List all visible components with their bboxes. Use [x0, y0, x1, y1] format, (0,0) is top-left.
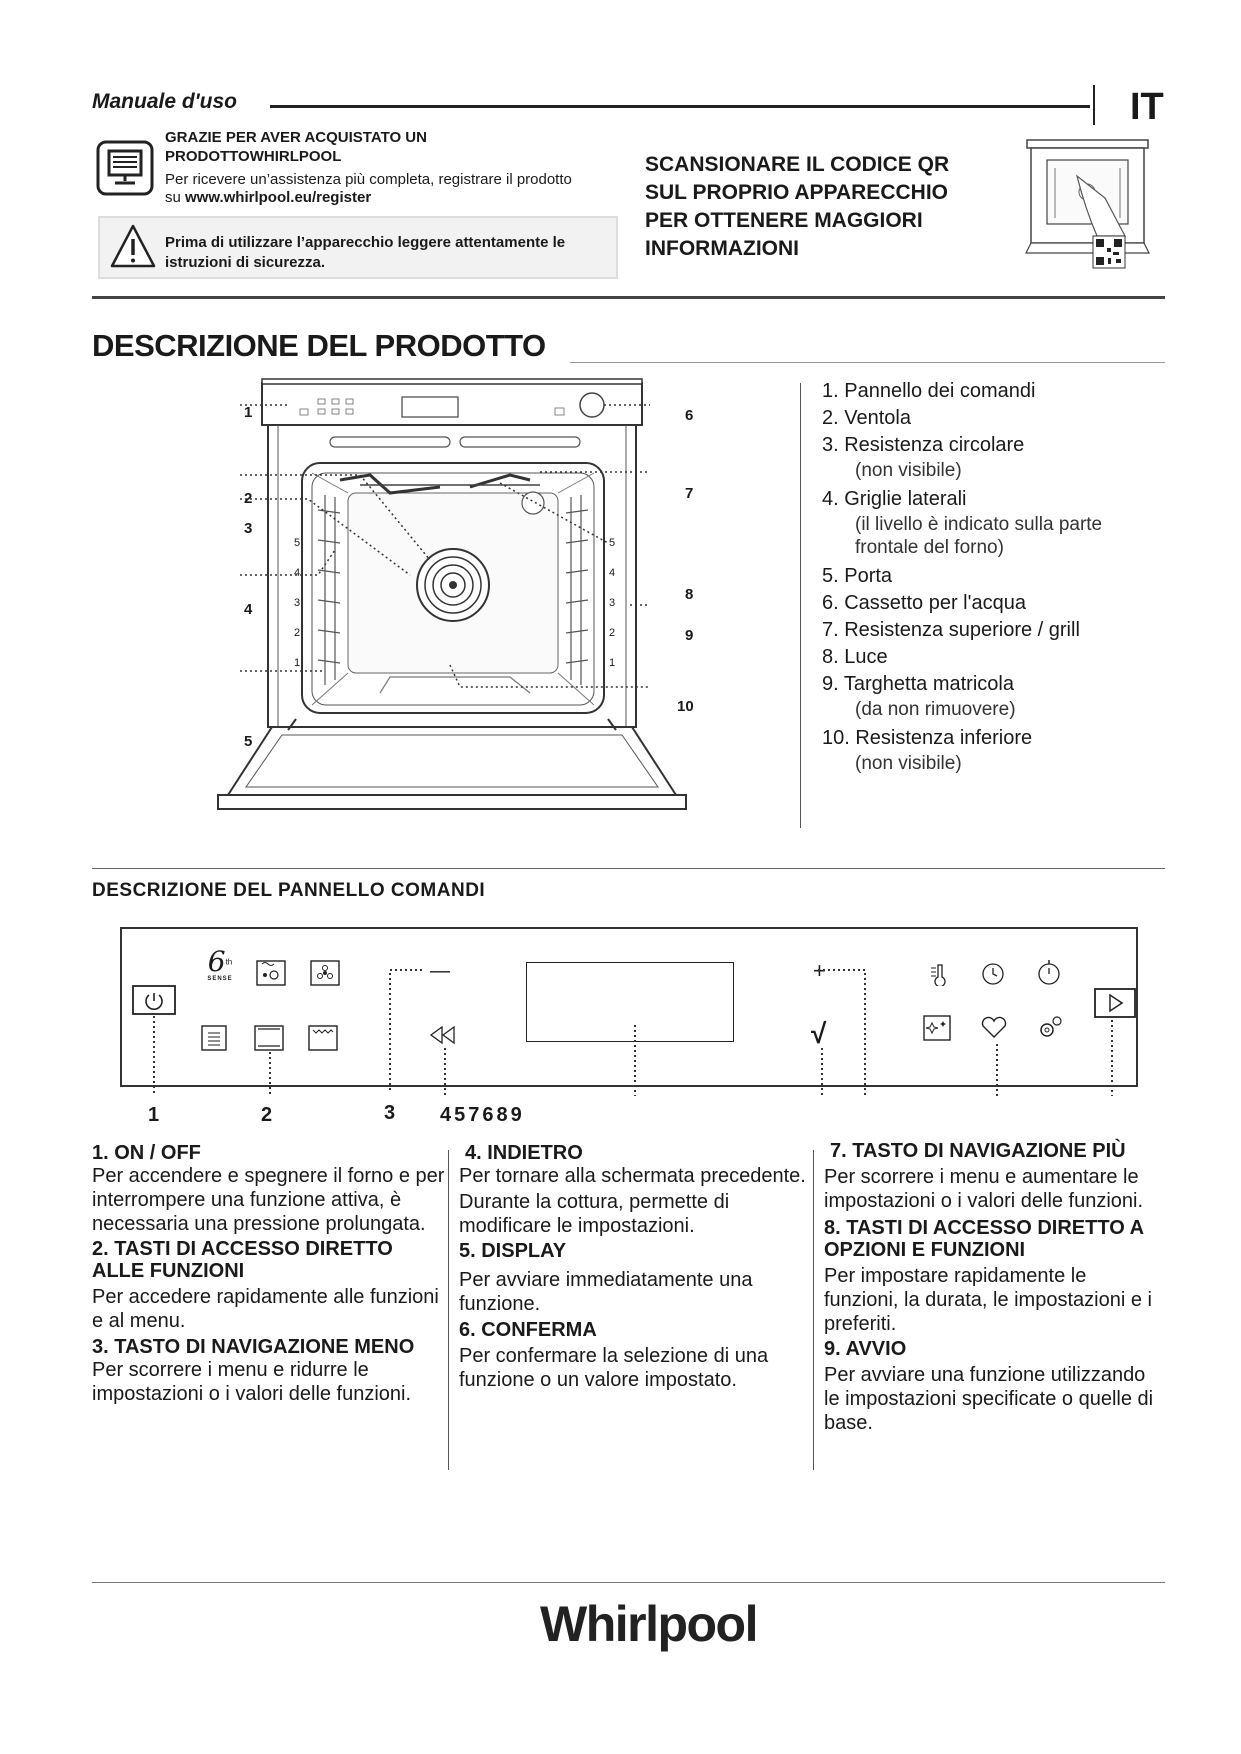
oven-qr-illustration: [1025, 138, 1150, 273]
header-bottom-rule: [92, 296, 1165, 299]
desc-title: 5. DISPLAY: [459, 1240, 567, 1262]
description-column-2: [459, 1142, 809, 1394]
register-heading: GRAZIE PER AVER ACQUISTATO UN PRODOTTOWHIRLPOOL: [165, 129, 427, 165]
part-note: (il livello è indicato sulla parte frontale del forno): [855, 514, 1103, 558]
column-divider: [813, 1150, 814, 1470]
panel-section-rule: [92, 868, 1165, 869]
6th-sense-logo: 6th SENSE: [207, 945, 233, 982]
desc-text: Per confermare la selezione di una funzione o un valore impostato.: [459, 1345, 769, 1391]
warning-icon: [110, 223, 156, 269]
desc-text: Per scorrere i menu e aumentare le impostazioni o i valori delle funzioni.: [824, 1166, 1144, 1212]
register-link[interactable]: www.whirlpool.eu/register: [185, 189, 372, 206]
qr-instructions: SCANSIONARE IL CODICE QR SUL PROPRIO APPARECCHIO PER OTTENERE MAGGIORI INFORMAZIONI: [645, 153, 950, 260]
column-divider: [448, 1150, 449, 1470]
plus-button[interactable]: +: [813, 958, 826, 983]
desc-text: Per accedere rapidamente alle funzioni e al menu.: [92, 1286, 439, 1332]
document-title: Manuale d'uso: [92, 90, 238, 113]
desc-text: Durante la cottura, permette di modificare le impostazioni.: [459, 1191, 730, 1237]
desc-title: 9. AVVIO: [824, 1338, 907, 1360]
callout-3: 3: [244, 520, 253, 537]
description-column-3: [824, 1140, 1164, 1437]
callout-8: 8: [685, 586, 694, 603]
callout-5: 5: [244, 733, 253, 750]
safety-warning-text: Prima di utilizzare l’apparecchio leggere attentamente le istruzioni di sicurezza.: [165, 234, 566, 271]
confirm-button[interactable]: √: [811, 1018, 827, 1049]
part-note: (da non rimuovere): [855, 699, 1016, 720]
part-note: (non visibile): [855, 460, 962, 481]
callout-1: 1: [244, 404, 253, 421]
part-item: 5. Porta: [822, 565, 893, 587]
desc-title: 2. TASTI DI ACCESSO DIRETTO ALLE FUNZIONI: [92, 1238, 393, 1282]
callout-7: 7: [685, 485, 694, 502]
desc-text: Per accendere e spegnere il forno e per interrompere una funzione attiva, è necessaria una pressione prolungata.: [92, 1165, 445, 1235]
panel-section-title: DESCRIZIONE DEL PANNELLO COMANDI: [92, 880, 486, 901]
part-item: 7. Resistenza superiore / grill: [822, 619, 1080, 641]
panel-numbers-4-9: 457689: [440, 1104, 525, 1126]
part-item: 8. Luce: [822, 646, 888, 668]
callout-2: 2: [244, 490, 253, 507]
part-item: 9. Targhetta matricola: [822, 673, 1014, 695]
parts-list: [822, 378, 1152, 775]
part-item: 3. Resistenza circolare: [822, 434, 1025, 456]
part-item: 4. Griglie laterali: [822, 488, 967, 510]
parts-divider: [800, 383, 801, 828]
shelf-levels-right: 5 4 3 2 1: [608, 537, 616, 669]
part-note: (non visibile): [855, 753, 962, 774]
callout-9: 9: [685, 627, 694, 644]
panel-number-1: 1: [148, 1104, 160, 1126]
computer-icon: [96, 140, 154, 196]
desc-title: 6. CONFERMA: [459, 1319, 597, 1341]
part-item: 6. Cassetto per l'acqua: [822, 592, 1026, 614]
register-text: Per ricevere un’assistenza più completa, registrare il prodotto su www.whirlpool.eu/register: [165, 171, 572, 206]
desc-text: Per scorrere i menu e ridurre le impostazioni o i valori delle funzioni.: [92, 1359, 412, 1405]
description-column-1: [92, 1142, 447, 1408]
panel-number-2: 2: [261, 1104, 273, 1126]
language-code: IT: [1130, 86, 1164, 128]
desc-text: Per tornare alla schermata precedente.: [459, 1165, 806, 1187]
desc-title: 7. TASTO DI NAVIGAZIONE PIÙ: [830, 1140, 1126, 1162]
shelf-levels-left: 5 4 3 2 1: [293, 537, 301, 669]
desc-text: Per avviare immediatamente una funzione.: [459, 1269, 753, 1315]
desc-title: 3. TASTO DI NAVIGAZIONE MENO: [92, 1336, 415, 1358]
part-item: 10. Resistenza inferiore: [822, 727, 1033, 749]
callout-10: 10: [677, 698, 694, 715]
header-separator: [1093, 85, 1095, 125]
desc-title: 8. TASTI DI ACCESSO DIRETTO A OPZIONI E FUNZIONI: [824, 1217, 1144, 1261]
callout-6: 6: [685, 407, 694, 424]
panel-leader-lines: [120, 960, 1138, 1100]
whirlpool-logo: Whirlpool: [540, 1596, 757, 1652]
desc-title: 4. INDIETRO: [465, 1142, 583, 1164]
desc-title: 1. ON / OFF: [92, 1142, 201, 1164]
product-title-rule: [570, 362, 1165, 363]
minus-button[interactable]: —: [430, 960, 450, 982]
header-rule: [270, 105, 1090, 108]
product-section-title: DESCRIZIONE DEL PRODOTTO: [92, 328, 546, 363]
panel-number-3: 3: [384, 1102, 396, 1124]
part-item: 1. Pannello dei comandi: [822, 380, 1036, 402]
part-item: 2. Ventola: [822, 407, 911, 429]
desc-text: Per impostare rapidamente le funzioni, la durata, le impostazioni e i preferiti.: [824, 1265, 1152, 1335]
callout-4: 4: [244, 601, 253, 618]
footer-rule: [92, 1582, 1165, 1583]
desc-text: Per avviare una funzione utilizzando le impostazioni specificate o quelle di base.: [824, 1364, 1154, 1434]
